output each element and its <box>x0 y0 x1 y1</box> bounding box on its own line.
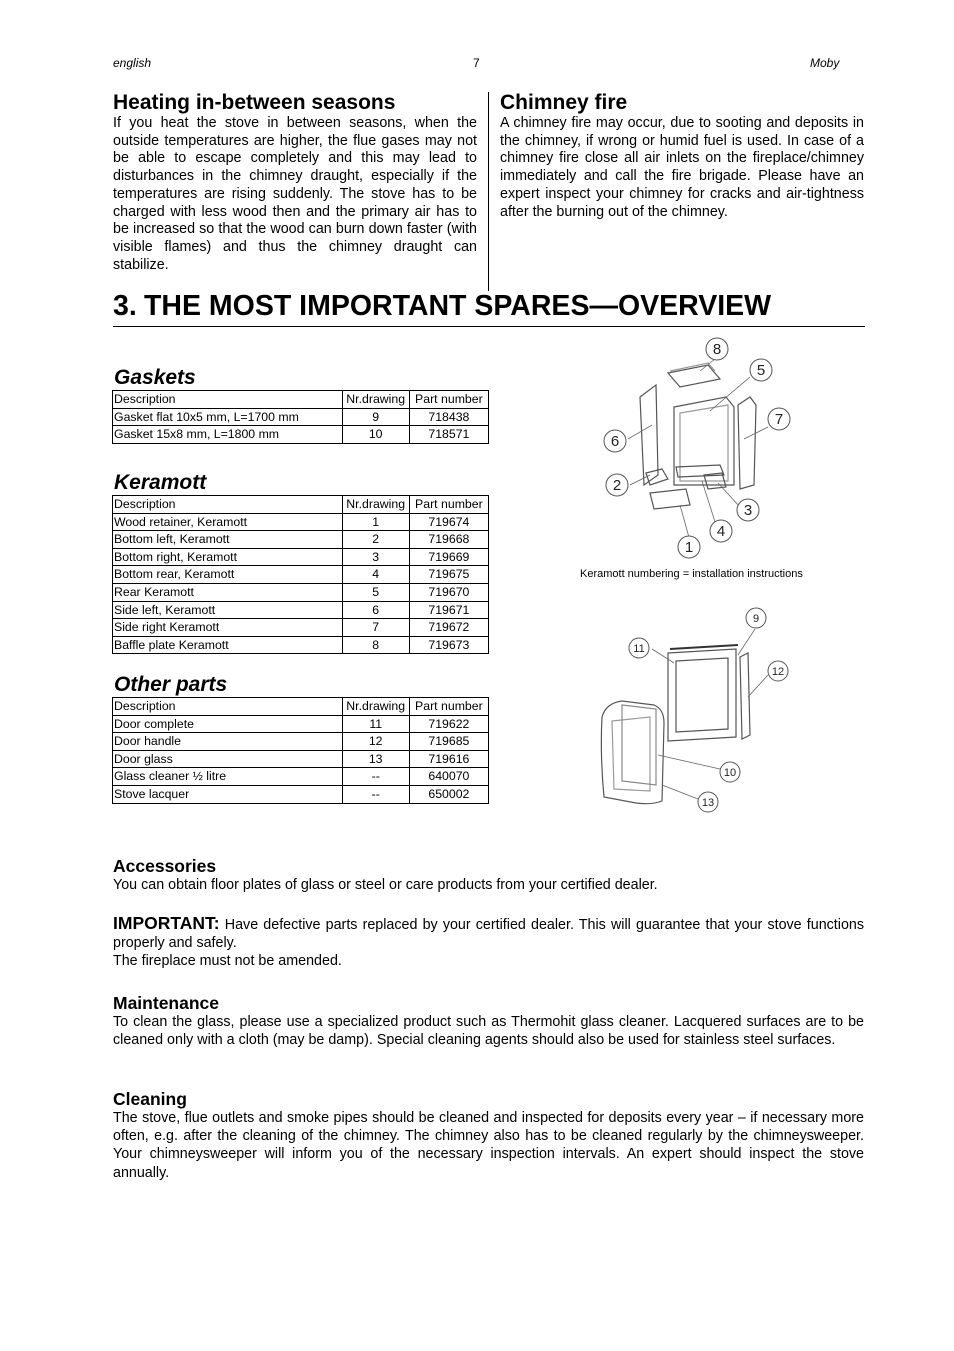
cell-part-number: 718571 <box>409 426 488 444</box>
cell-part-number: 719673 <box>409 636 488 654</box>
important-label: IMPORTANT: <box>113 913 220 933</box>
cell-part-number: 640070 <box>409 768 488 786</box>
table-header-row <box>113 391 489 409</box>
callout-7: 7 <box>774 411 784 428</box>
chimney-text: A chimney fire may occur, due to sooting and deposits in the chimney, if wrong or humid fuel is used. In case of a chimney fire close all air inlets on the fireplace/chimney immediately and call the fire brigade. Please have an expert inspect your chimney for cracks and air-tightness after the burning out of the chimney. <box>500 115 864 220</box>
cell-description: Gasket 15x8 mm, L=1800 mm <box>113 426 343 444</box>
chimney-section <box>500 91 864 221</box>
cleaning-text: The stove, flue outlets and smoke pipes should be cleaned and inspected for deposits every year – if necessary more often, e.g. after the cleaning of the chimney. The chimney also has to be cleaned regularly by the chimneysweeper. Your chimneysweeper will inform you of the necessary inspection intervals. An expert should inspect the stove annually. <box>113 1110 864 1181</box>
cell-description: Door complete <box>113 715 343 733</box>
callout-6: 6 <box>610 433 620 450</box>
cell-description: Baffle plate Keramott <box>113 636 343 654</box>
cell-description: Side right Keramott <box>113 619 343 637</box>
callout-8: 8 <box>712 341 722 358</box>
keramott-table <box>112 495 489 654</box>
cell-description: Glass cleaner ½ litre <box>113 768 343 786</box>
cell-part-number: 719669 <box>409 548 488 566</box>
table-header-row <box>113 698 489 716</box>
chimney-title: Chimney fire <box>500 91 628 114</box>
cell-drawing-number: 2 <box>342 531 409 549</box>
cell-drawing-number: 12 <box>342 733 409 751</box>
cleaning-title: Cleaning <box>113 1089 187 1109</box>
keramott-title: Keramott <box>114 471 207 494</box>
callout-12: 12 <box>771 666 785 678</box>
cell-drawing-number: 7 <box>342 619 409 637</box>
other-parts-title: Other parts <box>114 673 228 696</box>
callout-5: 5 <box>756 362 766 379</box>
cell-part-number: 719622 <box>409 715 488 733</box>
callout-11: 11 <box>633 643 645 655</box>
keramott-diagram <box>590 335 810 565</box>
cell-drawing-number: 6 <box>342 601 409 619</box>
header-description: Description <box>113 698 343 716</box>
cell-part-number: 719670 <box>409 583 488 601</box>
chapter-heading <box>113 288 865 327</box>
table-row <box>113 750 489 768</box>
callout-3: 3 <box>743 502 753 519</box>
rear-keramott-part <box>674 397 734 485</box>
cell-drawing-number: 4 <box>342 566 409 584</box>
cell-drawing-number: -- <box>342 785 409 803</box>
cell-part-number: 719671 <box>409 601 488 619</box>
table-row <box>113 583 489 601</box>
accessories-text: You can obtain floor plates of glass or steel or care products from your certified dealer. <box>113 877 658 893</box>
important-text: Have defective parts replaced by your certified dealer. This will guarantee that your stove functions properly and safely. <box>113 917 864 952</box>
column-divider <box>488 92 489 291</box>
bottom-rear-part <box>676 465 724 477</box>
cell-drawing-number: 8 <box>342 636 409 654</box>
accessories-title: Accessories <box>113 856 217 876</box>
header-part-number: Part number <box>409 391 488 409</box>
gaskets-title: Gaskets <box>114 366 196 389</box>
door-glass-part <box>601 701 664 804</box>
side-right-part <box>738 397 756 489</box>
header-model: Moby <box>810 56 840 70</box>
keramott-caption: Keramott numbering = installation instructions <box>580 568 803 580</box>
important-section <box>113 914 864 971</box>
table-row <box>113 408 489 426</box>
header-drawing: Nr.drawing <box>342 391 409 409</box>
table-row <box>113 426 489 444</box>
important-text-2: The fireplace must not be amended. <box>113 953 342 970</box>
table-row <box>113 513 489 531</box>
cell-description: Wood retainer, Keramott <box>113 513 343 531</box>
cell-drawing-number: 1 <box>342 513 409 531</box>
chapter-title: THE MOST IMPORTANT SPARES—OVERVIEW <box>144 290 772 322</box>
chapter-number: 3. <box>113 290 137 322</box>
cell-drawing-number: 3 <box>342 548 409 566</box>
cell-description: Side left, Keramott <box>113 601 343 619</box>
header-drawing: Nr.drawing <box>342 698 409 716</box>
cell-part-number: 719685 <box>409 733 488 751</box>
table-row <box>113 733 489 751</box>
header-language: english <box>113 56 152 70</box>
heating-text: If you heat the stove in between seasons, when the outside temperatures are higher, the flue gases may not be able to escape completely and this may lead to disturbances in the chimney draught, especially if the temperatures are rising suddenly. The stove has to be charged with less wood then and the primary air has to be increased so that the wood can burn down faster (with visible flames) and thus the chimney draught can stabilize. <box>113 115 477 273</box>
table-row <box>113 531 489 549</box>
cell-drawing-number: 13 <box>342 750 409 768</box>
page-number: 7 <box>473 56 480 70</box>
cell-description: Door glass <box>113 750 343 768</box>
header-part-number: Part number <box>409 698 488 716</box>
cell-description: Stove lacquer <box>113 785 343 803</box>
table-row <box>113 636 489 654</box>
header-part-number: Part number <box>409 496 488 514</box>
cell-part-number: 719672 <box>409 619 488 637</box>
callout-13: 13 <box>701 797 715 809</box>
table-row <box>113 785 489 803</box>
callout-4: 4 <box>716 523 726 540</box>
maintenance-section <box>113 993 864 1049</box>
maintenance-text: To clean the glass, please use a specialized product such as Thermohit glass cleaner. Lacquered surfaces are to be cleaned only with a cloth (may be damp). Special cleaning agents should also be used for stainless steel surfaces. <box>113 1014 864 1049</box>
wood-retainer-part <box>650 489 690 509</box>
header-description: Description <box>113 391 343 409</box>
cell-description: Bottom rear, Keramott <box>113 566 343 584</box>
callout-2: 2 <box>612 477 622 494</box>
cleaning-section <box>113 1089 864 1182</box>
cell-part-number: 719675 <box>409 566 488 584</box>
other-parts-table <box>112 697 489 804</box>
cell-description: Rear Keramott <box>113 583 343 601</box>
heating-section <box>113 91 477 274</box>
cell-description: Bottom right, Keramott <box>113 548 343 566</box>
side-left-part <box>640 385 658 485</box>
heating-title: Heating in-between seasons <box>113 91 396 114</box>
cell-drawing-number: 11 <box>342 715 409 733</box>
cell-description: Bottom left, Keramott <box>113 531 343 549</box>
cell-description: Gasket flat 10x5 mm, L=1700 mm <box>113 408 343 426</box>
header-description: Description <box>113 496 343 514</box>
callout-10: 10 <box>723 767 737 779</box>
table-row <box>113 768 489 786</box>
callout-1: 1 <box>684 539 694 556</box>
cell-part-number: 719668 <box>409 531 488 549</box>
cell-drawing-number: -- <box>342 768 409 786</box>
cell-part-number: 719674 <box>409 513 488 531</box>
bottom-left-part <box>646 469 668 485</box>
cell-part-number: 718438 <box>409 408 488 426</box>
table-row <box>113 619 489 637</box>
cell-part-number: 650002 <box>409 785 488 803</box>
table-row <box>113 601 489 619</box>
door-diagram <box>592 605 802 815</box>
header-drawing: Nr.drawing <box>342 496 409 514</box>
door-frame-part <box>668 649 736 741</box>
table-header-row <box>113 496 489 514</box>
callout-9: 9 <box>752 613 760 625</box>
cell-part-number: 719616 <box>409 750 488 768</box>
accessories-section <box>113 856 864 894</box>
table-row <box>113 566 489 584</box>
table-row <box>113 715 489 733</box>
cell-drawing-number: 9 <box>342 408 409 426</box>
gaskets-table <box>112 390 489 444</box>
maintenance-title: Maintenance <box>113 993 219 1013</box>
cell-drawing-number: 10 <box>342 426 409 444</box>
table-row <box>113 548 489 566</box>
cell-description: Door handle <box>113 733 343 751</box>
cell-drawing-number: 5 <box>342 583 409 601</box>
